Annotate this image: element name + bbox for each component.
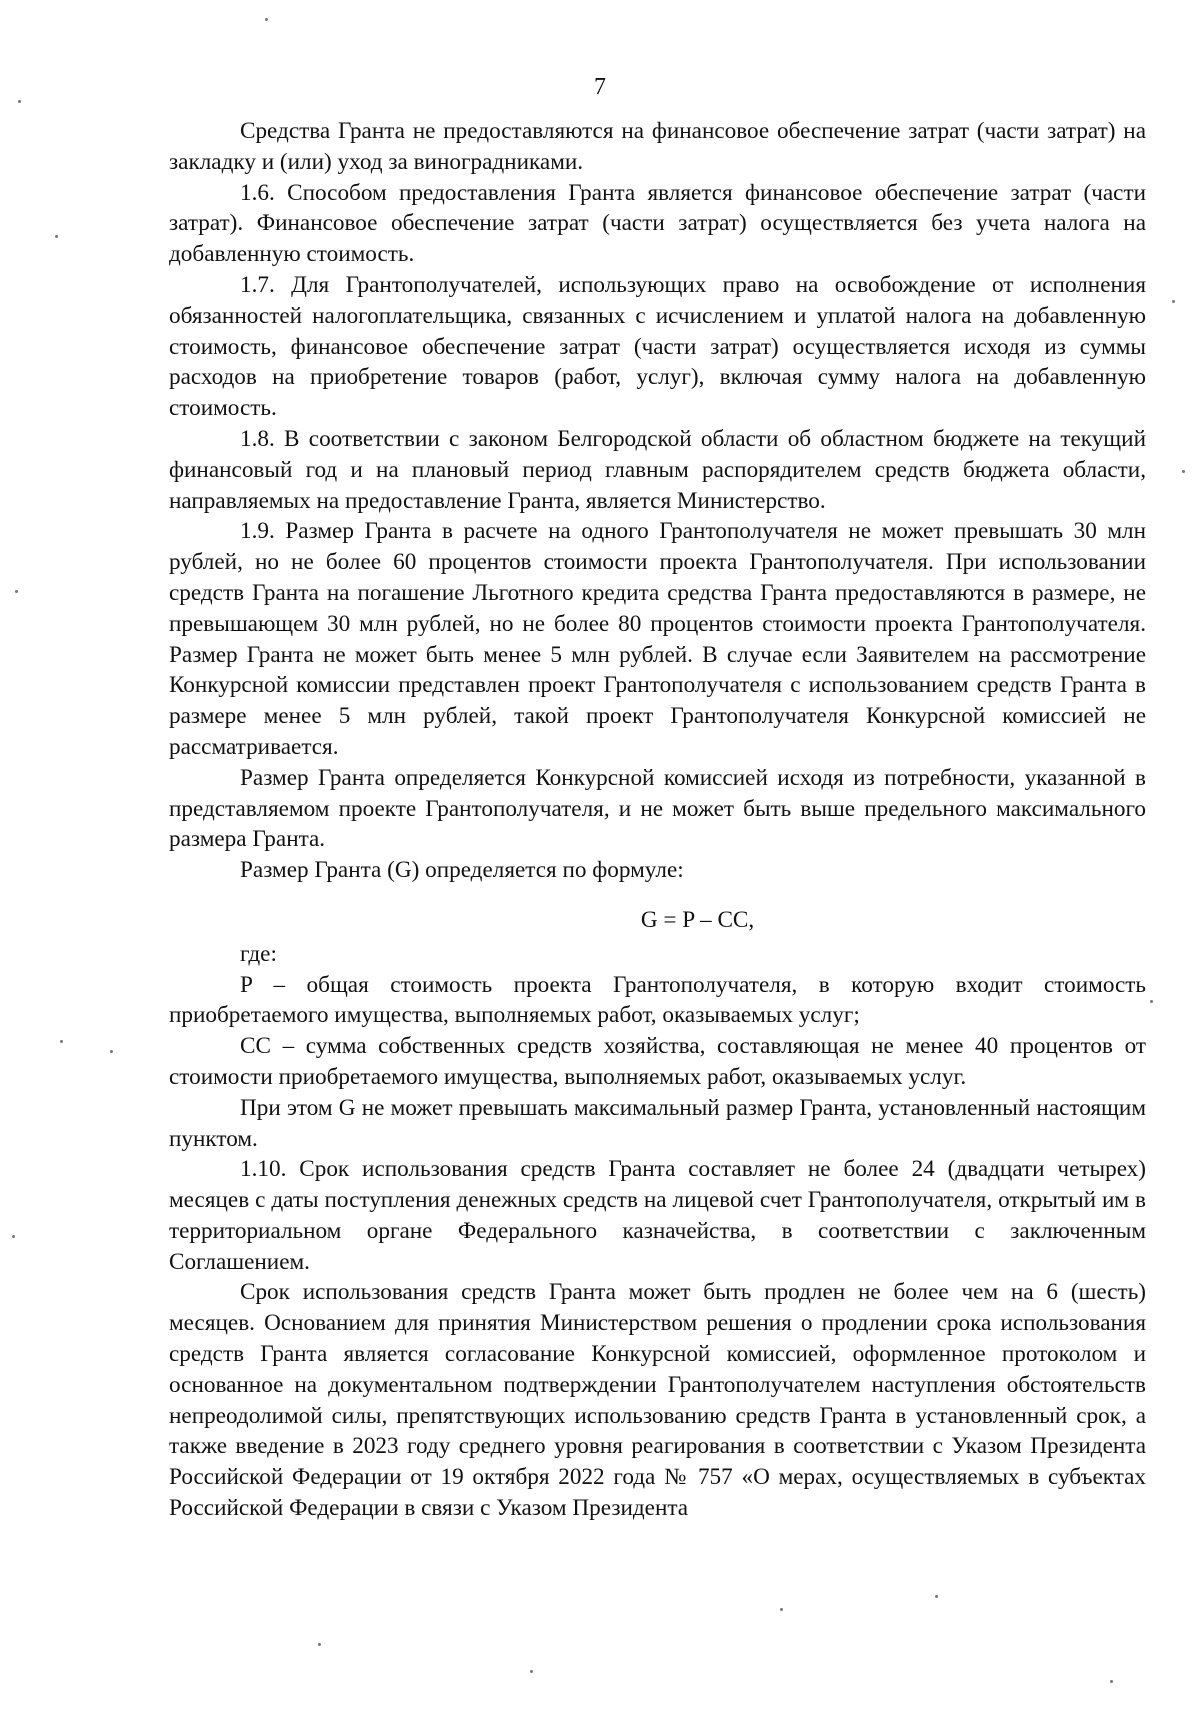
scan-speck [110,1050,113,1053]
document-body [169,116,1146,1524]
scan-speck [318,1643,321,1646]
scan-speck [60,1040,63,1043]
paragraph: 1.10. Срок использования средств Гранта составляет не более 24 (двадцати четырех) месяцев с даты поступления денежных средств на лицевой счет Грантополучателя, открытый им в территориальном органе Федерального казначейства, в соответствии с заключенным Соглашением. [169,1156,1146,1275]
where-label: где: [240,940,277,967]
scan-speck [1110,1680,1113,1683]
scan-speck [1150,1000,1153,1003]
scan-speck [530,1670,533,1673]
definition-p: P – общая стоимость проекта Грантополучателя, в которую входит стоимость приобретаемого имущества, выполняемых работ, оказываемых услуг; [169,971,1146,1029]
scan-speck [15,590,18,593]
paragraph: Средства Гранта не предоставляются на финансовое обеспечение затрат (части затрат) на закладку и (или) уход за виноградниками. [169,118,1146,175]
paragraph: Срок использования средств Гранта может быть продлен не более чем на 6 (шесть) месяцев. Основанием для принятия Министерством решения о продлении срока использования средств Гранта является согласование Конкурсной комиссией, оформленное протоколом и основанное на документальном подтверждении Грантополучателем наступления обстоятельств непреодолимой силы, препятствующих использованию средств Гранта в установленный срок, а также введение в 2023 году среднего уровня реагирования в соответствии с Указом Президента Российской Федерации от 19 октября 2022 года № 757 «О мерах, осуществляемых в субъектах Российской Федерации в связи с Указом Президента [169,1279,1146,1522]
scan-speck [780,1608,783,1611]
scan-speck [12,1235,15,1238]
scan-speck [935,1595,938,1598]
paragraph: Размер Гранта определяется Конкурсной комиссией исходя из потребности, указанной в представляемом проекте Грантополучателя, и не может быть выше предельного максимального размера Гранта. [169,764,1146,853]
scan-speck [1182,470,1185,473]
paragraph: Размер Гранта (G) определяется по формуле: [240,857,684,884]
paragraph: 1.7. Для Грантополучателей, использующих право на освобождение от исполнения обязанностей налогоплательщика, связанных с исчислением и уплатой налога на добавленную стоимость, финансовое обеспечение затрат (части затрат) осуществляется исходя из суммы расходов на приобретение товаров (работ, услуг), включая сумму налога на добавленную стоимость. [169,271,1146,422]
paragraph: 1.6. Способом предоставления Гранта является финансовое обеспечение затрат (части затрат). Финансовое обеспечение затрат (части затрат) осуществляется без учета налога на добавленную стоимость. [169,179,1146,268]
paragraph: 1.8. В соответствии с законом Белгородской области об областном бюджете на текущий финансовый год и на плановый период главным распорядителем средств бюджета области, направляемых на предоставление Гранта, является Министерство. [169,425,1146,514]
paragraph: 1.9. Размер Гранта в расчете на одного Грантополучателя не может превышать 30 млн рублей, но не более 60 процентов стоимости проекта Грантополучателя. При использовании средств Гранта на погашение Льготного кредита средства Гранта предоставляются в размере, не превышающем 30 млн рублей, но не более 80 процентов стоимости проекта Грантополучателя. Размер Гранта не может быть менее 5 млн рублей. В случае если Заявителем на рассмотрение Конкурсной комиссии представлен проект Грантополучателя с использованием средств Гранта в размере менее 5 млн рублей, такой проект Грантополучателя Конкурсной комиссией не рассматривается. [169,518,1146,760]
scan-speck [265,18,268,21]
scan-speck [18,100,21,103]
scan-speck [55,235,58,238]
page-number: 7 [594,74,606,100]
definition-cc: CC – сумма собственных средств хозяйства, составляющая не менее 40 процентов от стоимости приобретаемого имущества, выполняемых работ, оказываемых услуг. [169,1033,1146,1090]
scan-speck [1172,300,1175,303]
paragraph: При этом G не может превышать максимальный размер Гранта, установленный настоящим пунктом. [169,1094,1146,1152]
grant-formula: G = P – CC, [640,906,755,933]
